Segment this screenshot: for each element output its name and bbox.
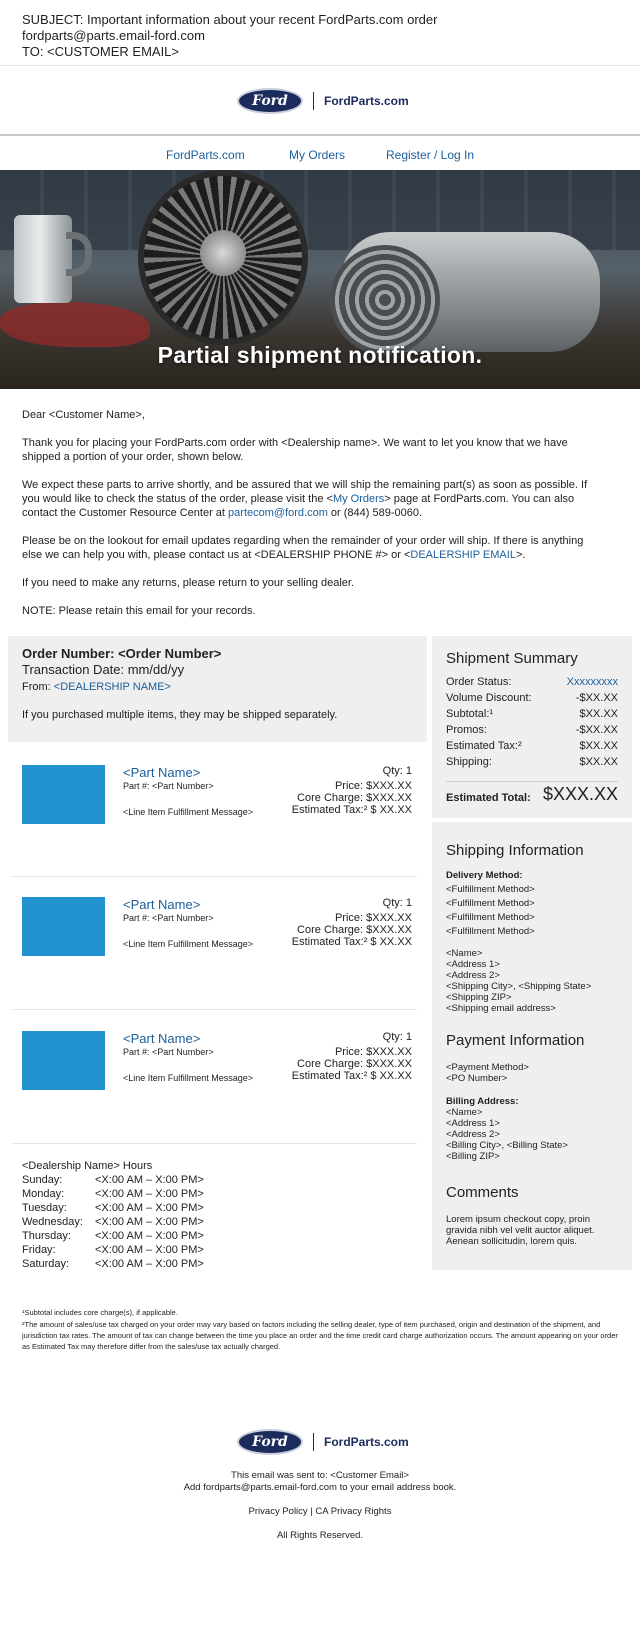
header-divider <box>0 65 640 66</box>
p3-text-b: >. <box>515 549 526 561</box>
hours-time: <X:00 AM – X:00 PM> <box>95 1216 204 1228</box>
item-price: Price: $XXX.XX <box>334 780 412 792</box>
transaction-date: Transaction Date: mm/dd/yy <box>22 662 185 677</box>
item-divider <box>12 876 417 877</box>
item-core-charge: Core Charge: $XXX.XX <box>297 1058 412 1070</box>
support-email-link[interactable]: partecom@ford.com <box>228 507 328 519</box>
summary-label: Shipping: <box>446 756 492 768</box>
hours-time: <X:00 AM – X:00 PM> <box>95 1174 204 1186</box>
order-details-panel <box>432 822 632 1270</box>
footnote-subtotal: ¹Subtotal includes core charge(s), if applicable. <box>22 1308 178 1317</box>
shipping-city-state: <Shipping City>, <Shipping State> <box>446 981 592 992</box>
hours-time: <X:00 AM – X:00 PM> <box>95 1244 204 1256</box>
summary-row-promos <box>446 724 618 738</box>
my-orders-link[interactable]: My Orders <box>332 493 385 505</box>
summary-row-subtotal <box>446 708 618 722</box>
top-nav <box>0 148 640 164</box>
billing-address-1: <Address 1> <box>446 1118 500 1129</box>
brand-divider <box>313 92 314 110</box>
nav-my-orders-link[interactable]: My Orders <box>289 148 346 162</box>
dealership-hours-title: <Dealership Name> Hours <box>22 1160 153 1172</box>
summary-row-shipping <box>446 756 618 770</box>
item-estimated-tax: Estimated Tax:² $ XX.XX <box>291 804 412 816</box>
part-image <box>22 897 105 956</box>
part-image <box>22 1031 105 1090</box>
ford-logo-icon: Ford <box>237 88 303 114</box>
brand-logo-top[interactable] <box>237 88 409 114</box>
greeting: Dear <Customer Name>, <box>22 409 145 421</box>
ford-logo-icon: Ford <box>237 1429 303 1455</box>
nav-fordparts-link[interactable]: FordParts.com <box>166 148 245 162</box>
item-estimated-tax: Estimated Tax:² $ XX.XX <box>291 936 412 948</box>
multiple-items-note: If you purchased multiple items, they may be shipped separately. <box>22 709 338 721</box>
hours-row <box>22 1230 222 1244</box>
email-header <box>22 12 437 60</box>
dealership-name-link[interactable]: <DEALERSHIP NAME> <box>53 681 171 693</box>
shipping-address-1: <Address 1> <box>446 959 500 970</box>
item-price: Price: $XXX.XX <box>334 1046 412 1058</box>
summary-value: $XX.XX <box>579 740 618 752</box>
brand-site-name: FordParts.com <box>324 94 409 108</box>
item-core-charge: Core Charge: $XXX.XX <box>297 792 412 804</box>
fulfillment-method: <Fulfillment Method> <box>446 912 535 923</box>
footer-privacy-links[interactable]: Privacy Policy | CA Privacy Rights <box>248 1506 392 1517</box>
billing-name: <Name> <box>446 1107 483 1118</box>
p2-text-a: We expect these parts to arrive shortly, and be assured that we will ship the remaining part(s) as soon as possible. If you would like to check the status of the order, please visit the < <box>22 479 588 505</box>
email-subject: SUBJECT: Important information about your recent FordParts.com order <box>22 12 438 27</box>
hours-time: <X:00 AM – X:00 PM> <box>95 1188 204 1200</box>
fulfillment-method: <Fulfillment Method> <box>446 884 535 895</box>
hours-time: <X:00 AM – X:00 PM> <box>95 1202 204 1214</box>
summary-label: Volume Discount: <box>446 692 532 704</box>
email-to: TO: <CUSTOMER EMAIL> <box>22 44 180 59</box>
order-info-box <box>8 636 427 742</box>
order-status-link[interactable]: Xxxxxxxxx <box>566 676 618 688</box>
dealership-email-link[interactable]: DEALERSHIP EMAIL <box>410 549 516 561</box>
hours-row <box>22 1258 222 1272</box>
line-item <box>22 1031 412 1101</box>
part-name[interactable]: <Part Name> <box>123 1031 201 1046</box>
footnote-tax: ²The amount of sales/use tax charged on your order may vary based on factors including the selling dealer, type of item purchased, origin and destination of the shipment, and jurisdiction tax rates. The amount of tax can change between the time you place an order and the time credit card charge authorization occurs. The amount appearing on your order as Estimated Tax may therefore differ from the sales/use tax actually charged. <box>22 1320 618 1351</box>
paragraph-lookout <box>22 534 597 562</box>
part-number: Part #: <Part Number> <box>123 1047 214 1057</box>
hours-day: Saturday: <box>22 1258 70 1270</box>
hours-row <box>22 1244 222 1258</box>
fulfillment-message: <Line Item Fulfillment Message> <box>123 807 254 817</box>
item-qty: Qty: 1 <box>382 897 412 909</box>
item-estimated-tax: Estimated Tax:² $ XX.XX <box>291 1070 412 1082</box>
estimated-total-value: $XXX.XX <box>542 784 618 804</box>
summary-value: -$XX.XX <box>575 724 618 736</box>
item-divider <box>12 1143 417 1144</box>
order-number: Order Number: <Order Number> <box>22 646 222 661</box>
part-name[interactable]: <Part Name> <box>123 897 201 912</box>
billing-city-state: <Billing City>, <Billing State> <box>446 1140 568 1151</box>
summary-value: $XX.XX <box>579 708 618 720</box>
shipping-zip: <Shipping ZIP> <box>446 992 512 1003</box>
paragraph-note: NOTE: Please retain this email for your records. <box>22 605 256 617</box>
shipment-summary-title: Shipment Summary <box>446 650 578 667</box>
summary-row-estimated-tax <box>446 740 618 754</box>
summary-row-order-status <box>446 676 618 690</box>
estimated-total-label: Estimated Total: <box>446 792 531 804</box>
fulfillment-message: <Line Item Fulfillment Message> <box>123 939 254 949</box>
order-from <box>22 681 171 693</box>
summary-label: Promos: <box>446 724 487 736</box>
hero-fan-hub <box>200 230 246 276</box>
item-price: Price: $XXX.XX <box>334 912 412 924</box>
paragraph-arrival <box>22 478 597 520</box>
email-from: fordparts@parts.email-ford.com <box>22 28 205 43</box>
footer-rights: All Rights Reserved. <box>276 1530 364 1541</box>
comments-title: Comments <box>446 1184 519 1201</box>
part-name[interactable]: <Part Name> <box>123 765 201 780</box>
shipping-address-2: <Address 2> <box>446 970 500 981</box>
hours-row <box>22 1188 222 1202</box>
item-divider <box>12 1009 417 1010</box>
p2-text-b: > page at FordParts.com. You can also contact the Customer Resource Center at <box>22 493 575 519</box>
hours-time: <X:00 AM – X:00 PM> <box>95 1230 204 1242</box>
hero-mug-image <box>14 215 72 303</box>
part-number: Part #: <Part Number> <box>123 913 214 923</box>
hero-banner <box>0 170 640 389</box>
hours-day: Wednesday: <box>22 1216 83 1228</box>
shipping-email: <Shipping email address> <box>446 1003 556 1014</box>
summary-label: Estimated Tax:² <box>446 740 522 752</box>
brand-site-name: FordParts.com <box>324 1435 409 1449</box>
p3-text-a: Please be on the lookout for email updates regarding when the remainder of your order will ship. If there is anything else we can help you with, please contact us at <DEALERSHIP PHONE #> or < <box>22 535 584 561</box>
nav-divider <box>0 134 640 136</box>
line-item <box>22 897 412 967</box>
hours-time: <X:00 AM – X:00 PM> <box>95 1258 204 1270</box>
hours-row <box>22 1216 222 1230</box>
payment-method: <Payment Method> <box>446 1062 529 1073</box>
line-item <box>22 765 412 835</box>
delivery-method-label: Delivery Method: <box>446 870 523 881</box>
hours-day: Thursday: <box>22 1230 71 1242</box>
hours-day: Friday: <box>22 1244 56 1256</box>
hours-day: Sunday: <box>22 1174 63 1186</box>
part-image <box>22 765 105 824</box>
shipping-name: <Name> <box>446 948 483 959</box>
hero-title: Partial shipment notification. <box>157 342 483 368</box>
billing-address-2: <Address 2> <box>446 1129 500 1140</box>
hero-rag-image <box>0 302 150 347</box>
billing-address-label: Billing Address: <box>446 1096 519 1107</box>
item-qty: Qty: 1 <box>382 1031 412 1043</box>
item-qty: Qty: 1 <box>382 765 412 777</box>
paragraph-returns: If you need to make any returns, please return to your selling dealer. <box>22 577 355 589</box>
item-core-charge: Core Charge: $XXX.XX <box>297 924 412 936</box>
summary-label: Order Status: <box>446 676 512 688</box>
fulfillment-message: <Line Item Fulfillment Message> <box>123 1073 254 1083</box>
summary-value: $XX.XX <box>579 756 618 768</box>
hours-day: Monday: <box>22 1188 65 1200</box>
summary-row-volume-discount <box>446 692 618 706</box>
billing-zip: <Billing ZIP> <box>446 1151 500 1162</box>
shipping-info-title: Shipping Information <box>446 842 584 859</box>
hero-pulley-image <box>330 245 440 355</box>
footer-sent-to: This email was sent to: <Customer Email> <box>231 1470 409 1481</box>
po-number: <PO Number> <box>446 1073 508 1084</box>
summary-label: Subtotal:¹ <box>446 708 494 720</box>
comments-text: Lorem ipsum checkout copy, proin gravida nibh vel velit auctor aliquet. Aenean sollicitudin, lorem quis. <box>446 1214 595 1247</box>
p2-text-c: or (844) 589-0060. <box>327 507 423 519</box>
shipment-summary-panel <box>432 636 632 818</box>
hero-mug-handle <box>66 232 92 276</box>
paragraph-thank-you: Thank you for placing your FordParts.com order with <Dealership name>. We want to let you know that we have shipped a portion of your order, shown below. <box>22 437 568 463</box>
from-label: From: <box>22 681 54 693</box>
hours-day: Tuesday: <box>22 1202 67 1214</box>
fulfillment-method: <Fulfillment Method> <box>446 898 535 909</box>
brand-logo-footer[interactable] <box>237 1429 409 1455</box>
part-number: Part #: <Part Number> <box>123 781 214 791</box>
nav-register-login-link[interactable]: Register / Log In <box>386 148 475 162</box>
summary-value: -$XX.XX <box>575 692 618 704</box>
hours-row <box>22 1174 222 1188</box>
hours-row <box>22 1202 222 1216</box>
summary-divider <box>446 781 618 782</box>
payment-info-title: Payment Information <box>446 1032 585 1049</box>
brand-divider <box>313 1433 314 1451</box>
footer-address-book: Add fordparts@parts.email-ford.com to your email address book. <box>183 1482 457 1493</box>
fulfillment-method: <Fulfillment Method> <box>446 926 535 937</box>
